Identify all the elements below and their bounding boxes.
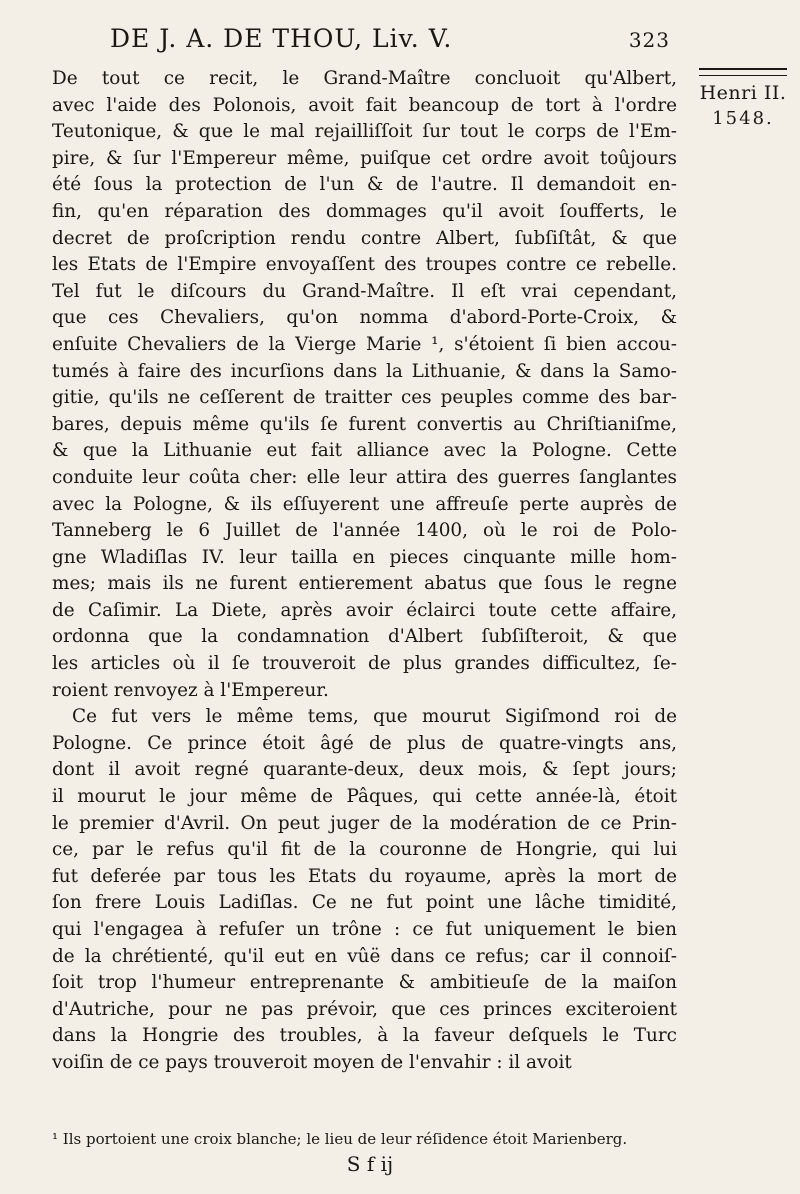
text-line: d'Autriche, pour ne pas prévoir, que ces princes exciteroient (52, 998, 677, 1020)
text-line: les Etats de l'Empire envoyaſſent des troupes contre ce rebelle. (52, 254, 677, 276)
text-line: Tanneberg le 6 Juillet de l'année 1400, où le roi de Polo- (52, 520, 677, 542)
signature-mark: S f ij (346, 1152, 394, 1176)
text-line: Teutonique, & que le mal rejailliſſoit ſur tout le corps de l'Em- (52, 121, 677, 143)
running-header (110, 24, 670, 53)
text-line: gitie, qu'ils ne ceſſerent de traitter ces peuples comme des bar- (52, 387, 677, 409)
text-line: que ces Chevaliers, qu'on nomma d'abord-Porte-Croix, & (52, 307, 677, 329)
text-line: avec la Pologne, & ils eſſuyerent une affreuſe perte auprès de (52, 493, 677, 515)
paragraph (52, 704, 677, 1076)
text-line: fin, qu'en réparation des dommages qu'il avoit ſoufferts, le (52, 200, 677, 222)
body-text (52, 66, 677, 1077)
text-line: Ce fut vers le même tems, que mourut Sigiſmond roi de (72, 706, 677, 728)
text-line: Pologne. Ce prince étoit âgé de plus de quatre-vingts ans, (52, 732, 677, 754)
text-line: bares, depuis même qu'ils ſe furent convertis au Chriſtianiſme, (52, 413, 677, 435)
margin-king: Henri II. (699, 82, 787, 104)
text-line: De tout ce recit, le Grand-Maître concluoit qu'Albert, (52, 68, 677, 89)
text-line: pire, & ſur l'Empereur même, puiſque cet ordre avoit toûjours (52, 147, 677, 169)
text-line: decret de proſcription rendu contre Albert, ſubſiſtât, & que (52, 227, 677, 249)
text-line: voiſin de ce pays trouveroit moyen de l'envahir : il avoit (52, 1051, 572, 1073)
text-line: fut deferée par tous les Etats du royaume, après la mort de (52, 865, 677, 887)
text-line: gne Wladiſlas IV. leur tailla en pieces cinquante mille hom- (52, 546, 677, 568)
text-line: dont il avoit regné quarante-deux, deux mois, & ſept jours; (52, 759, 677, 781)
text-line: ordonna que la condamnation d'Albert ſubſiſteroit, & que (52, 626, 677, 648)
text-line: qui l'engagea à refuſer un trône : ce fut uniquement le bien (52, 919, 677, 940)
text-line: & que la Lithuanie eut fait alliance avec la Pologne. Cette (52, 440, 677, 462)
footnote: ¹ Ils portoient une croix blanche; le lieu de leur réſidence étoit Marienberg. (52, 1130, 628, 1148)
text-line: il mourut le jour même de Pâques, qui cette année-là, étoit (52, 786, 677, 808)
text-line: mes; mais ils ne furent entierement abatus que ſous le regne (52, 573, 677, 595)
text-line: Tel fut le diſcours du Grand-Maître. Il eſt vrai cependant, (52, 280, 677, 302)
text-line: de Caſimir. La Diete, après avoir éclairci toute cette affaire, (52, 599, 677, 621)
paragraph (52, 66, 677, 704)
text-line: conduite leur coûta cher: elle leur attira des guerres ſanglantes (52, 466, 677, 488)
text-line: avec l'aide des Polonois, avoit fait beancoup de tort à l'ordre (52, 94, 677, 116)
text-line: le premier d'Avril. On peut juger de la modération de ce Prin- (52, 812, 677, 834)
margin-year: 1548. (712, 108, 774, 129)
margin-note (693, 68, 793, 129)
text-line: roient renvoyez à l'Empereur. (52, 679, 329, 701)
text-line: les articles où il ſe trouveroit de plus grandes difficultez, ſe- (52, 653, 677, 675)
text-line: dans la Hongrie des troubles, à la faveur deſquels le Turc (52, 1025, 677, 1047)
text-line: ſoit trop l'humeur entreprenante & ambitieuſe de la maiſon (52, 972, 677, 994)
text-line: enſuite Chevaliers de la Vierge Marie ¹, s'étoient ſi bien accou- (52, 333, 677, 355)
page-number: 323 (628, 28, 670, 52)
text-line: ſon frere Louis Ladiſlas. Ce ne fut point une lâche timidité, (52, 892, 677, 914)
text-line: été ſous la protection de l'un & de l'autre. Il demandoit en- (52, 174, 677, 196)
running-title: DE J. A. DE THOU, Liv. V. (110, 24, 453, 53)
text-line: ce, par le refus qu'il fit de la couronne de Hongrie, qui lui (52, 839, 677, 861)
text-line: de la chrétienté, qu'il eut en vûë dans ce refus; car il connoiſ- (52, 945, 677, 967)
text-line: tumés à faire des incurſions dans la Lithuanie, & dans la Samo- (52, 360, 677, 382)
margin-rule (699, 68, 787, 76)
